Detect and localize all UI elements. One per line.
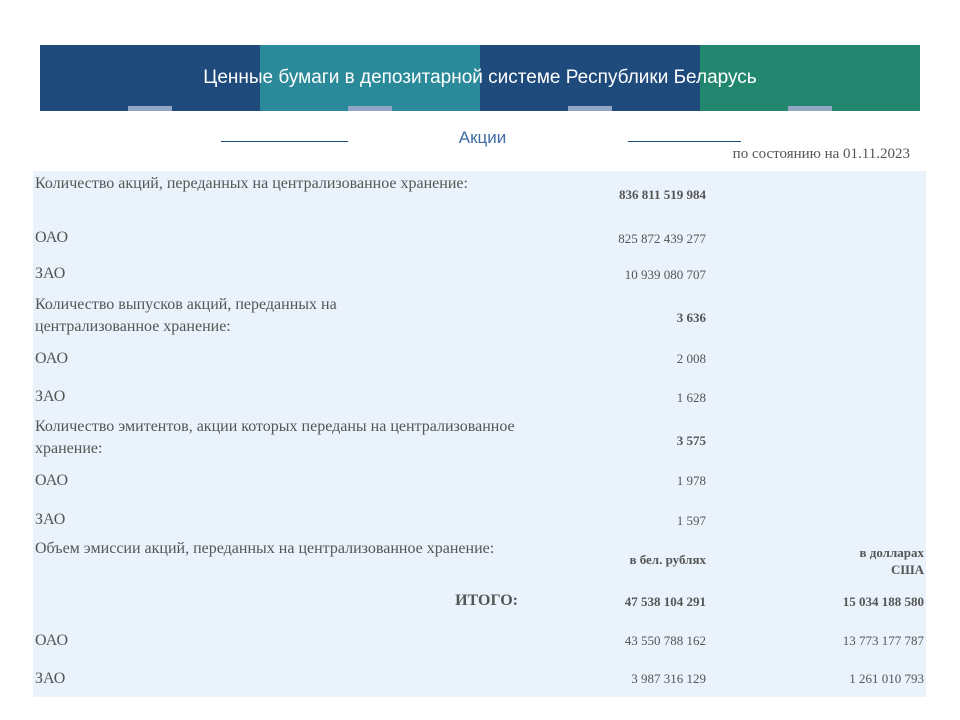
total-value-byn: 47 538 104 291	[624, 594, 706, 609]
row-value: 3 575	[676, 433, 706, 448]
row-label: ЗАО	[35, 265, 66, 282]
row-label: ЗАО	[35, 670, 66, 687]
row-value: 836 811 519 984	[618, 187, 706, 202]
row-label: ОАО	[35, 229, 69, 246]
title-banner	[40, 45, 920, 111]
table-row	[33, 223, 926, 261]
row-value: 10 939 080 707	[624, 267, 706, 282]
row-label: ОАО	[35, 350, 69, 367]
table-row	[33, 171, 926, 223]
total-value-usd: 15 034 188 580	[842, 594, 924, 609]
table-row	[33, 666, 926, 697]
row-label: Количество акций, переданных на централизованное хранение:	[35, 175, 468, 192]
row-value: 3 636	[676, 310, 706, 325]
row-label: Объем эмиссии акций, переданных на централизованное хранение:	[35, 540, 495, 557]
row-label: ОАО	[35, 632, 69, 649]
row-value-byn: 43 550 788 162	[624, 633, 706, 648]
row-label: ЗАО	[35, 511, 66, 528]
row-value-usd: 13 773 177 787	[842, 633, 924, 648]
subtitle-rule-right	[628, 141, 741, 142]
row-label: ЗАО	[35, 388, 66, 405]
row-value: 1 597	[676, 513, 706, 528]
table-row	[33, 346, 926, 384]
row-value-usd: 1 261 010 793	[849, 671, 924, 686]
row-label: ОАО	[35, 472, 69, 489]
currency-header-byn: в бел. рублях	[629, 552, 706, 567]
row-value: 825 872 439 277	[618, 231, 706, 246]
row-value: 2 008	[676, 351, 706, 366]
table-row	[33, 294, 926, 348]
row-value-byn: 3 987 316 129	[631, 671, 706, 686]
table-row	[33, 416, 926, 470]
row-label: Количество выпусков акций, переданных на централизованное хранение:	[35, 296, 337, 335]
securities-table	[33, 171, 926, 697]
table-row-total	[33, 590, 926, 630]
row-label: Количество эмитентов, акции которых переданы на централизованное хранение:	[35, 418, 515, 457]
section-subtitle: Акции	[458, 128, 507, 147]
row-value: 1 978	[676, 473, 706, 488]
date-note: по состоянию на 01.11.2023	[732, 146, 910, 162]
table-row	[33, 628, 926, 666]
subtitle-rule-left	[221, 141, 348, 142]
page-title: Ценные бумаги в депозитарной системе Республики Беларусь	[203, 67, 757, 88]
table-row	[33, 538, 926, 594]
table-row	[33, 468, 926, 506]
total-label: ИТОГО:	[455, 592, 518, 609]
row-value: 1 628	[676, 390, 706, 405]
currency-header-usd: в долларах США	[859, 545, 924, 577]
